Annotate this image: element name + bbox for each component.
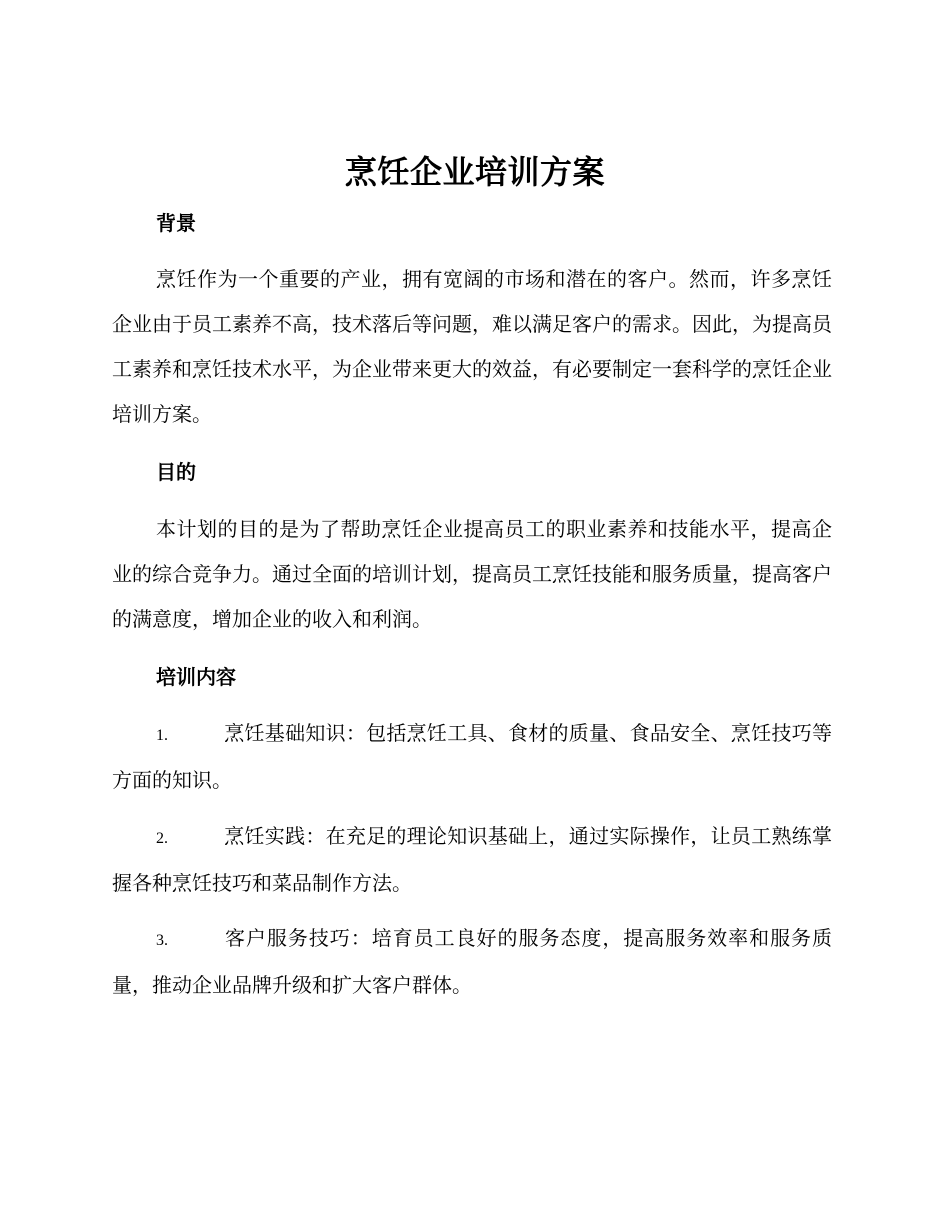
section-paragraph-purpose: 本计划的目的是为了帮助烹饪企业提高员工的职业素养和技能水平，提高企业的综合竞争力。通过全面的培训计划，提高员工烹饪技能和服务质量，提高客户的满意度，增加企业的收入和利润。 (112, 517, 832, 631)
list-item (112, 814, 832, 906)
list-item-number: 3. (156, 932, 168, 949)
section-paragraph-background: 烹饪作为一个重要的产业，拥有宽阔的市场和潜在的客户。然而，许多烹饪企业由于员工素养不高，技术落后等问题，难以满足客户的需求。因此，为提高员工素养和烹饪技术水平，为企业带来更大的效益，有必要制定一套科学的烹饪企业培训方案。 (112, 267, 832, 426)
document-title: 烹饪企业培训方案 (344, 153, 605, 191)
list-item-text: 烹饪基础知识：包括烹饪工具、食材的质量、食品安全、烹饪技巧等方面的知识。 (112, 721, 832, 792)
section-heading-training-content: 培训内容 (156, 665, 236, 689)
list-item-number: 1. (156, 727, 168, 744)
list-item (112, 711, 832, 803)
section-heading-purpose: 目的 (156, 460, 196, 484)
list-item-text: 烹饪实践：在充足的理论知识基础上，通过实际操作，让员工熟练掌握各种烹饪技巧和菜品制作方法。 (112, 824, 832, 895)
section-heading-background: 背景 (156, 211, 196, 235)
list-item-number: 2. (156, 830, 168, 847)
list-item (112, 916, 832, 1008)
list-item-text: 客户服务技巧：培育员工良好的服务态度，提高服务效率和服务质量，推动企业品牌升级和扩大客户群体。 (112, 926, 832, 997)
